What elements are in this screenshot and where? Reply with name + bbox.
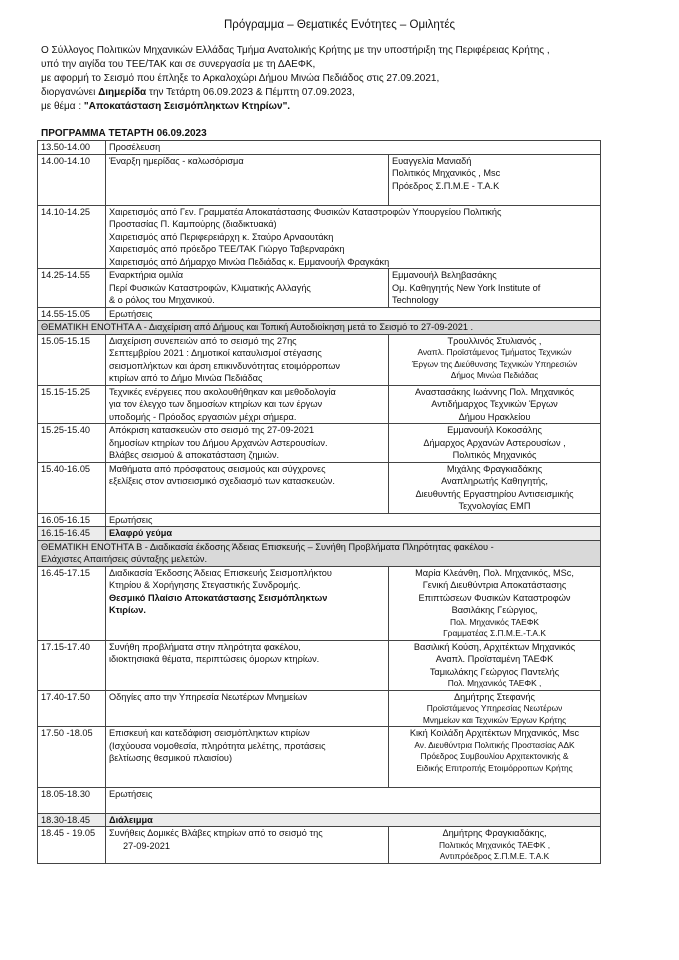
topic-line: Σεπτεμβρίου 2021 : Δημοτικοί καταυλισμοί στέγασης [109, 348, 322, 358]
time-cell: 14.25-14.55 [38, 269, 106, 308]
topic-cell [106, 787, 601, 813]
greeting-line: Χαιρετισμός από πρόεδρο ΤΕΕ/ΤΑΚ Γιώργο Ταβερναράκη [109, 244, 345, 254]
speaker-cell [389, 690, 601, 727]
topic-cell [106, 640, 389, 690]
topic-line: (Ισχύουσα νομοθεσία, πληρότητα μελέτης, προτάσεις [109, 740, 326, 751]
topic-line: Περί Φυσικών Καταστροφών, Κλιματικής Αλλαγής [109, 282, 311, 293]
speaker-line: Technology [392, 295, 439, 305]
speaker-line: Αναπλ. Προϊστάμενος Τμήματος Τεχνικών [417, 347, 572, 357]
topic-line: Ερωτήσεις [109, 788, 153, 799]
time-cell: 16.45-17.15 [38, 566, 106, 640]
speaker-line: Πρόεδρος Σ.Π.Μ.Ε - Τ.Α.Κ [392, 180, 500, 191]
speaker-line: Εμμανουήλ Βεληβασάκης [392, 270, 497, 280]
table-row [38, 385, 601, 424]
time-cell: 17.40-17.50 [38, 690, 106, 727]
table-row [38, 827, 601, 864]
table-row [38, 424, 601, 463]
topic-line: κτιρίων από το Δήμο Μινώα Πεδιάδας [109, 373, 263, 383]
section-header-row [38, 321, 601, 335]
speaker-line: Εμμανουήλ Κοκοσάλης [447, 425, 542, 435]
speaker-line: Τρουλλινός Στυλιανός , [447, 335, 542, 346]
table-row [38, 640, 601, 690]
intro-paragraph [41, 44, 641, 114]
section-a-title: ΘΕΜΑΤΙΚΗ ΕΝΟΤΗΤΑ Α - Διαχείριση από Δήμους και Τοπική Αυτοδιοίκηση μετά το Σεισμό το 27-09-2021 . [38, 321, 601, 335]
table-row [38, 307, 601, 321]
section-b-title [38, 540, 601, 566]
section-header-row [38, 540, 601, 566]
speaker-line: Αν. Διευθύντρια Πολιτικής Προστασίας ΑΔΚ [414, 739, 575, 750]
speaker-line: Πολ. Μηχανικός ΤΑΕΦΚ , [447, 678, 542, 688]
intro-line: Ο Σύλλογος Πολιτικών Μηχανικών Ελλάδας Τμήμα Ανατολικής Κρήτης με την υποστήριξη της Περιφέρειας Κρήτης , [41, 45, 550, 56]
speaker-line: Μιχάλης Φραγκιαδάκης [446, 463, 543, 474]
topic-cell: Προσέλευση [106, 141, 601, 155]
speaker-line: Πολιτικός Μηχανικός , Msc [392, 168, 501, 178]
topic-line: για τον έλεγχο των δημοσίων κτηρίων και των έργων [109, 399, 323, 409]
topic-cell: Έναρξη ημερίδας - καλωσόρισμα [106, 154, 389, 205]
speaker-cell [389, 334, 601, 385]
time-cell: 18.05-18.30 [38, 787, 106, 813]
topic-cell: Οδηγίες απο την Υπηρεσία Νεωτέρων Μνημείων [106, 690, 389, 727]
speaker-line: Αναπληρωτής Καθηγητής, [441, 476, 548, 486]
speaker-line: Επιπτώσεων Φυσικών Καταστροφών [418, 592, 571, 603]
topic-line: Κτιρίων. [109, 605, 146, 615]
program-title: ΠΡΟΓΡΑΜΜΑ ΤΕΤΑΡΤΗ 06.09.2023 [41, 128, 207, 139]
speaker-line: Μαρία Κλεάνθη, Πολ. Μηχανικός, MSc, [415, 567, 574, 578]
speaker-line: Αναστασάκης Ιωάννης Πολ. Μηχανικός [415, 386, 574, 397]
topic-cell [106, 462, 389, 513]
speaker-cell [389, 269, 601, 308]
table-row [38, 154, 601, 205]
program-table [37, 140, 601, 864]
topic-cell [106, 334, 389, 385]
topic-cell: Ελαφρύ γεύμα [106, 527, 601, 541]
topic-line: ιδιοκτησιακά θέματα, περιπτώσεις όμορων κτηρίων. [109, 654, 320, 664]
topic-cell [106, 827, 389, 864]
intro-text: διοργανώνει [41, 87, 99, 98]
speaker-cell [389, 727, 601, 788]
topic-line: Εναρκτήρια ομιλία [109, 270, 184, 280]
greeting-line: Χαιρετισμός από Δήμαρχο Μινώα Πεδιάδας κ. Εμμανουήλ Φραγκάκη [109, 256, 390, 267]
table-row [38, 690, 601, 727]
time-cell: 17.15-17.40 [38, 640, 106, 690]
topic-cell [106, 424, 389, 463]
speaker-line: Γραμματέας Σ.Π.Μ.Ε.-Τ.Α.Κ [443, 628, 546, 638]
time-cell: 17.50 -18.05 [38, 727, 106, 788]
topic-line: βελτίωσης θεσμικού πλαισίου) [109, 753, 233, 763]
speaker-line: Ταμιωλάκης Γεώργιος Παντελής [429, 666, 560, 677]
speaker-line: Κική Κοιλάδη Αρχιτέκτων Μηχανικός, Msc [409, 728, 580, 738]
time-cell: 14.00-14.10 [38, 154, 106, 205]
table-row [38, 813, 601, 827]
speaker-cell [389, 827, 601, 864]
time-cell: 18.45 - 19.05 [38, 827, 106, 864]
time-cell: 13.50-14.00 [38, 141, 106, 155]
topic-line: Συνήθη προβλήματα στην πληρότητα φακέλου, [109, 641, 301, 652]
table-row [38, 205, 601, 269]
topic-line: Συνήθεις Δομικές Βλάβες κτηρίων από το σεισμό της [109, 828, 323, 838]
intro-line [41, 86, 641, 100]
topic-line: Βλάβες σεισμού & αποκατάσταση ζημιών. [109, 450, 280, 460]
time-cell: 15.15-15.25 [38, 385, 106, 424]
intro-bold: Διημερίδα [98, 87, 147, 98]
table-row [38, 334, 601, 385]
topic-line: Επισκευή και κατεδάφιση σεισμόπληκτων κτιρίων [109, 728, 310, 738]
topic-cell [106, 269, 389, 308]
time-cell: 18.30-18.45 [38, 813, 106, 827]
table-row [38, 513, 601, 527]
speaker-line: Πρόεδρος Συμβουλίου Αρχιτεκτονικής & [420, 751, 569, 761]
topic-line: Μαθήματα από πρόσφατους σεισμούς και σύγχρονες [109, 463, 326, 474]
time-cell: 15.25-15.40 [38, 424, 106, 463]
topic-cell [106, 566, 389, 640]
topic-cell [106, 205, 601, 269]
speaker-line: Τεχνολογίας ΕΜΠ [458, 501, 531, 511]
speaker-line: Πολ. Μηχανικός ΤΑΕΦΚ [450, 616, 539, 627]
intro-text: την Τετάρτη 06.09.2023 & Πέμπτη 07.09.2023, [146, 87, 355, 98]
speaker-line: Αντιπρόεδρος Σ.Π.Μ.Ε. Τ.Α.Κ [439, 851, 550, 861]
speaker-line: Προϊστάμενος Υπηρεσίας Νεωτέρων [426, 703, 563, 713]
speaker-line: Ειδικής Επιτροπής Ετοιμόρροπων Κρήτης [416, 762, 573, 773]
table-row [38, 462, 601, 513]
page-title: Πρόγραμμα – Θεματικές Ενότητες – Ομιλητές [224, 19, 455, 31]
topic-line: Διαδικασία Έκδοσης Άδειας Επισκευής Σεισμοπλήκτου [109, 567, 332, 578]
topic-line: & ο ρόλος του Μηχανικού. [109, 295, 215, 305]
section-line: ΘΕΜΑΤΙΚΗ ΕΝΟΤΗΤΑ Β - Διαδικασία έκδοσης Άδειας Επισκευής – Συνήθη Προβλήματα Πληρότητας φακέλου - [41, 541, 494, 552]
spacer [109, 800, 597, 813]
time-cell: 14.55-15.05 [38, 307, 106, 321]
topic-cell [106, 385, 389, 424]
speaker-line: Δήμου Ηρακλείου [458, 411, 531, 422]
time-cell: 15.40-16.05 [38, 462, 106, 513]
table-row [38, 527, 601, 541]
time-cell: 14.10-14.25 [38, 205, 106, 269]
table-row [38, 269, 601, 308]
topic-line: σεισμοπλήκτων και άρση επικινδυνότητας ετοιμόρροπων [109, 360, 340, 371]
greeting-line: Χαιρετισμός από Περιφερειάρχη κ. Σταύρο Αρναουτάκη [109, 231, 334, 242]
speaker-line: Αντιδήμαρχος Τεχνικών Έργων [431, 399, 558, 409]
spacer [392, 774, 597, 787]
speaker-line: Δήμαρχος Αρχανών Αστερουσίων , [423, 437, 566, 448]
intro-text: με θέμα : [41, 101, 84, 112]
speaker-line: Γενική Διευθύντρια Αποκατάστασης [422, 580, 567, 590]
intro-line: με αφορμή το Σεισμό που έπληξε το Αρκαλοχώρι Δήμου Μινώα Πεδιάδος στις 27.09.2021, [41, 73, 440, 84]
speaker-line: Έργων της Διεύθυνσης Τεχνικών Υπηρεσιών [411, 358, 578, 369]
topic-line: δημοσίων κτηρίων του Δήμου Αρχανών Αστερουσίων. [109, 437, 328, 448]
topic-line: 27-09-2021 [123, 840, 170, 851]
speaker-line: Δήμος Μινώα Πεδιάδας [450, 370, 539, 380]
table-row [38, 141, 601, 155]
topic-line: Θεσμικό Πλαίσιο Αποκατάστασης Σεισμόπληκτων [109, 592, 328, 603]
speaker-line: Πολιτικός Μηχανικός ΤΑΕΦΚ , [438, 839, 551, 850]
topic-line: εξελίξεις στον αντισεισμικό σχεδιασμό των κατασκευών. [109, 476, 335, 486]
speaker-line: Αναπλ. Προϊσταμένη ΤΑΕΦΚ [435, 654, 554, 664]
speaker-cell [389, 462, 601, 513]
speaker-line: Διευθυντής Εργαστηρίου Αντισεισμικής [415, 488, 574, 499]
topic-line: Απόκριση κατασκευών στο σεισμό της 27-09-2021 [109, 425, 315, 435]
time-cell: 16.15-16.45 [38, 527, 106, 541]
speaker-line: Μνημείων και Τεχνικών Έργων Κρήτης [422, 714, 567, 725]
intro-bold: "Αποκατάσταση Σεισμόπληκτων Κτηρίων". [83, 101, 291, 112]
time-cell: 15.05-15.15 [38, 334, 106, 385]
topic-line: υποδομής - Πρόοδος εργασιών μέχρι σήμερα. [109, 411, 297, 422]
section-line: Ελάχιστες Απαιτήσεις σύνταξης μελετών. [41, 554, 208, 564]
time-cell: 16.05-16.15 [38, 513, 106, 527]
speaker-cell [389, 566, 601, 640]
greeting-line: Προστασίας Π. Καμπούρης (διαδικτυακά) [109, 219, 277, 229]
speaker-line: Πολιτικός Μηχανικός [452, 450, 537, 460]
topic-line: Τεχνικές ενέργειες που ακολουθήθηκαν και μεθοδολογία [109, 386, 336, 397]
topic-cell: Διάλειμμα [106, 813, 601, 827]
topic-cell: Ερωτήσεις [106, 307, 601, 321]
table-row [38, 787, 601, 813]
topic-line: Διαχείριση συνεπειών από το σεισμό της 27ης [109, 335, 297, 346]
speaker-cell [389, 154, 601, 205]
table-row [38, 566, 601, 640]
topic-cell: Ερωτήσεις [106, 513, 601, 527]
speaker-line: Ομ. Καθηγητής New York Institute of [392, 282, 541, 293]
speaker-line: Ευαγγελία Μανιαδή [392, 155, 472, 166]
speaker-cell [389, 385, 601, 424]
topic-line: Κτηρίου & Χορήγησης Στεγαστικής Συνδρομής. [109, 580, 301, 590]
speaker-line: Δημήτρης Στεφανής [454, 691, 535, 702]
speaker-cell [389, 424, 601, 463]
greeting-line: Χαιρετισμός από Γεν. Γραμματέα Αποκατάστασης Φυσικών Καταστροφών Υπουργείου Πολιτικής [109, 206, 502, 217]
spacer [392, 192, 597, 205]
topic-cell [106, 727, 389, 788]
speaker-line: Δημήτρης Φραγκιαδάκης, [442, 828, 547, 838]
intro-line: υπό την αιγίδα του ΤΕΕ/ΤΑΚ και σε συνεργασία με τη ΔΑΕΦΚ, [41, 59, 316, 70]
intro-line [41, 100, 641, 114]
speaker-cell [389, 640, 601, 690]
table-row [38, 727, 601, 788]
speaker-line: Βασιλική Κούση, Αρχιτέκτων Μηχανικός [413, 641, 576, 652]
speaker-line: Βασιλάκης Γεώργιος, [451, 605, 538, 615]
